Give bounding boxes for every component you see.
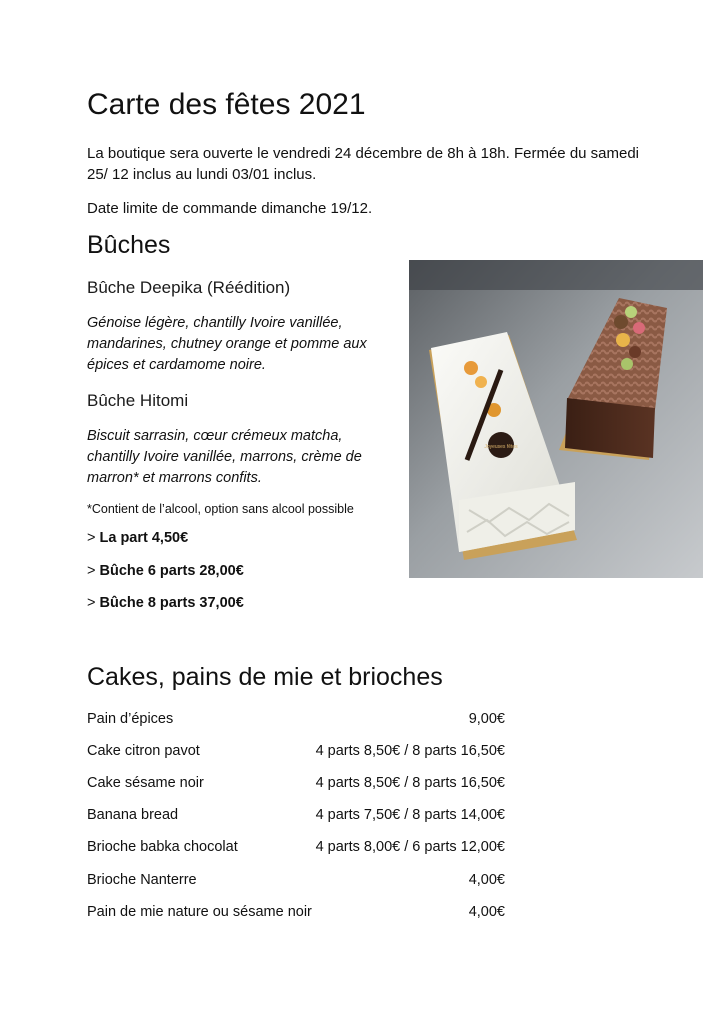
cake-name: Brioche babka chocolat	[87, 839, 238, 855]
buches-photo	[409, 260, 703, 578]
cake-price: 4 parts 7,50€ / 8 parts 14,00€	[315, 807, 505, 823]
buche-deepika-description: Génoise légère, chantilly Ivoire vanillée, mandarines, chutney orange et pomme aux épices et cardamome noire.	[87, 315, 367, 373]
price-line	[87, 530, 188, 546]
price-line	[87, 563, 244, 579]
page-title: Carte des fêtes 2021	[87, 88, 366, 121]
cake-name: Cake sésame noir	[87, 775, 204, 791]
price-prefix: >	[87, 595, 100, 611]
cake-name: Pain d’épices	[87, 711, 174, 727]
buche-deepika-name: Bûche Deepika (Réédition)	[87, 278, 291, 297]
cake-price: 4,00€	[468, 904, 505, 920]
price-label: Bûche 6 parts 28,00€	[99, 563, 244, 579]
cake-price: 9,00€	[468, 711, 505, 727]
cakes-heading: Cakes, pains de mie et brioches	[87, 663, 443, 691]
cake-row	[87, 872, 505, 892]
price-prefix: >	[87, 530, 100, 546]
cake-name: Pain de mie nature ou sésame noir	[87, 904, 312, 920]
cake-price: 4 parts 8,50€ / 8 parts 16,50€	[315, 775, 505, 791]
cake-name: Banana bread	[87, 807, 179, 823]
opening-hours-text: La boutique sera ouverte le vendredi 24 décembre de 8h à 18h. Fermée du samedi 25/ 12 inclus au lundi 03/01 inclus.	[87, 145, 640, 183]
cake-price: 4 parts 8,50€ / 8 parts 16,50€	[315, 743, 505, 759]
price-line	[87, 595, 244, 611]
cake-name: Brioche Nanterre	[87, 872, 197, 888]
buche-hitomi-name: Bûche Hitomi	[87, 391, 189, 410]
cake-name: Cake citron pavot	[87, 743, 200, 759]
cake-row	[87, 807, 505, 827]
cake-row	[87, 711, 505, 731]
alcohol-note: *Contient de l’alcool, option sans alcool possible	[87, 502, 354, 516]
cake-row	[87, 775, 505, 795]
cake-row	[87, 743, 505, 763]
cake-price: 4,00€	[468, 872, 505, 888]
price-label: La part 4,50€	[99, 530, 189, 546]
buches-heading: Bûches	[87, 231, 171, 259]
cake-price: 4 parts 8,00€ / 6 parts 12,00€	[315, 839, 505, 855]
cake-row	[87, 904, 505, 924]
price-prefix: >	[87, 563, 100, 579]
price-label: Bûche 8 parts 37,00€	[99, 595, 244, 611]
order-deadline-text: Date limite de commande dimanche 19/12.	[87, 200, 373, 217]
cake-row	[87, 839, 505, 859]
buche-hitomi-description: Biscuit sarrasin, cœur crémeux matcha, chantilly Ivoire vanillée, marrons, crème de marron* et marrons confits.	[87, 428, 362, 486]
cake-plaque-text: Joyeuses fêtes	[484, 444, 518, 450]
